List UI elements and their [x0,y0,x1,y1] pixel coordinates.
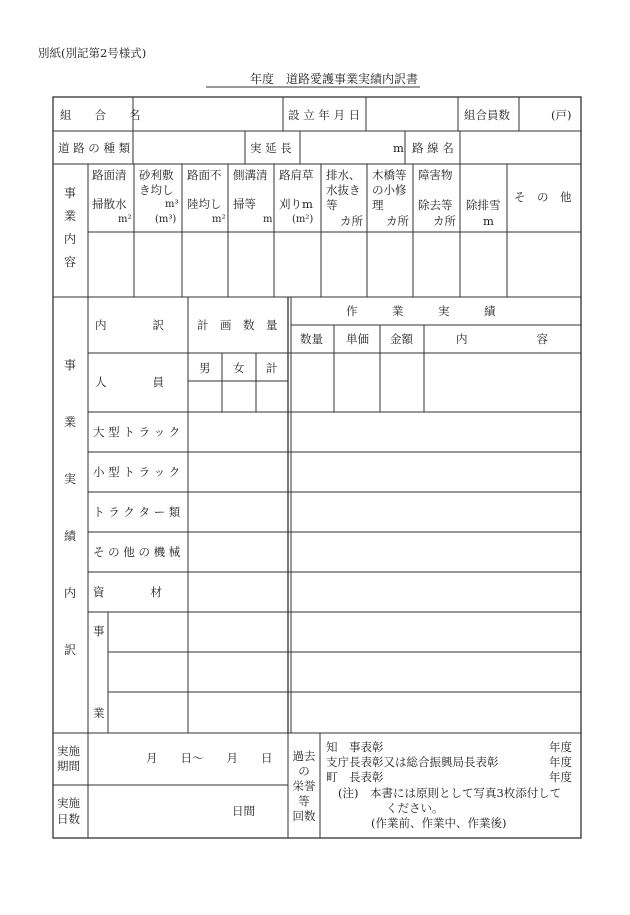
row-tractor: ト ラ ク タ ー 類 [93,505,181,519]
business-side-label: 事 業 内 容 [63,186,76,269]
amount-label: 金額 [390,332,413,346]
period-label-1: 実施 [57,744,80,758]
col-6-l3: 等 [326,198,338,212]
honor-1: 知 事表彰 [326,740,384,754]
honor-3-year: 年度 [549,770,572,784]
note-line-3: (作業前、作業中、作業後) [371,816,507,830]
days-unit: 日間 [232,804,255,818]
plan-label: 計 画 数 量 [197,318,278,332]
col-5-l3: 刈りm [279,197,313,211]
col-6-unit: カ所 [340,214,363,228]
col-4-l1: 側溝清 [233,168,268,182]
honor-2: 支庁長表彰又は総合振興局長表彰 [326,755,499,769]
col-8-unit: カ所 [433,214,456,228]
col-5-l1: 路肩草 [279,168,314,182]
row-other-machine: そ の 他 の 機 械 [93,545,181,559]
members-unit: (戸) [551,108,572,122]
col-7-l2: の小修 [372,183,407,197]
results-side-label: 事 業 実 績 内 訳 [63,358,76,657]
col-4-unit: m [263,214,273,225]
kumiai-label: 組 合 名 [60,108,141,122]
road-type-label: 道 路 の 種 類 [58,141,131,155]
col-7-l1: 木橋等 [372,168,407,182]
col-1-unit: m² [118,214,132,225]
jigyo-top: 事 [93,624,105,638]
col-5-unit: (m²) [292,214,314,225]
qty-label: 数量 [300,332,323,346]
route-label: 路 線 名 [412,141,454,155]
honor-2-year: 年度 [549,755,572,769]
col-1-l3: 掃散水 [92,197,127,211]
period-label-2: 期間 [57,759,80,773]
honor-1-year: 年度 [549,740,572,754]
col-2-l1: 砂利敷 [139,168,174,182]
col-2-l2: き均し [139,183,174,197]
personnel-label: 人 員 [95,375,164,389]
male-label: 男 [199,361,211,375]
col-10-label: そ の 他 [514,190,572,204]
note-line-1: (注) 本書には原則として写真3枚添付して [338,786,562,800]
col-9-l3: 除排雪 [466,198,501,212]
length-label: 実 延 長 [250,141,292,155]
total-label: 計 [266,361,278,375]
note-line-2: ください。 [386,801,444,815]
content-label: 内 容 [456,332,548,346]
setsuritsu-label: 設 立 年 月 日 [288,108,361,122]
col-7-unit: カ所 [386,214,409,228]
period-value: 月 日～ 月 日 [146,751,273,765]
col-3-unit: m² [212,214,226,225]
col-7-l3: 理 [372,198,384,212]
col-3-l3: 陸均し [187,197,222,211]
jigyo-bottom: 業 [93,706,105,720]
days-label-1: 実施 [57,796,80,810]
work-label: 作 業 実 績 [346,304,496,318]
honor-3: 町 長表彰 [326,770,384,784]
row-large-truck: 大 型 ト ラ ッ ク [93,425,181,439]
col-8-l3: 除去等 [418,198,453,212]
row-small-truck: 小 型 ト ラ ッ ク [93,465,181,479]
female-label: 女 [233,361,245,375]
col-4-l3: 掃等 [233,197,256,211]
page-title: 年度 道路愛護事業実績内訳書 [250,72,419,86]
col-1-l1: 路面清 [92,168,127,182]
honor-label: 過去 の 栄誉 等 回数 [292,749,316,823]
breakdown-label: 内 訳 [95,318,164,332]
col-2-unit-top: m³ [165,199,179,210]
length-unit: m [393,141,404,155]
col-9-unit: m [483,214,494,228]
form-label: 別紙(別記第2号様式) [38,46,147,60]
col-2-unit: (m³) [155,214,177,225]
members-label: 組合員数 [464,108,510,122]
col-8-l1: 障害物 [418,168,453,182]
row-materials: 資 材 [93,585,162,599]
days-label-2: 日数 [57,812,80,826]
col-6-l2: 水抜き [326,183,361,197]
col-6-l1: 排水、 [326,168,361,182]
price-label: 単価 [346,332,369,346]
col-3-l1: 路面不 [187,168,222,182]
